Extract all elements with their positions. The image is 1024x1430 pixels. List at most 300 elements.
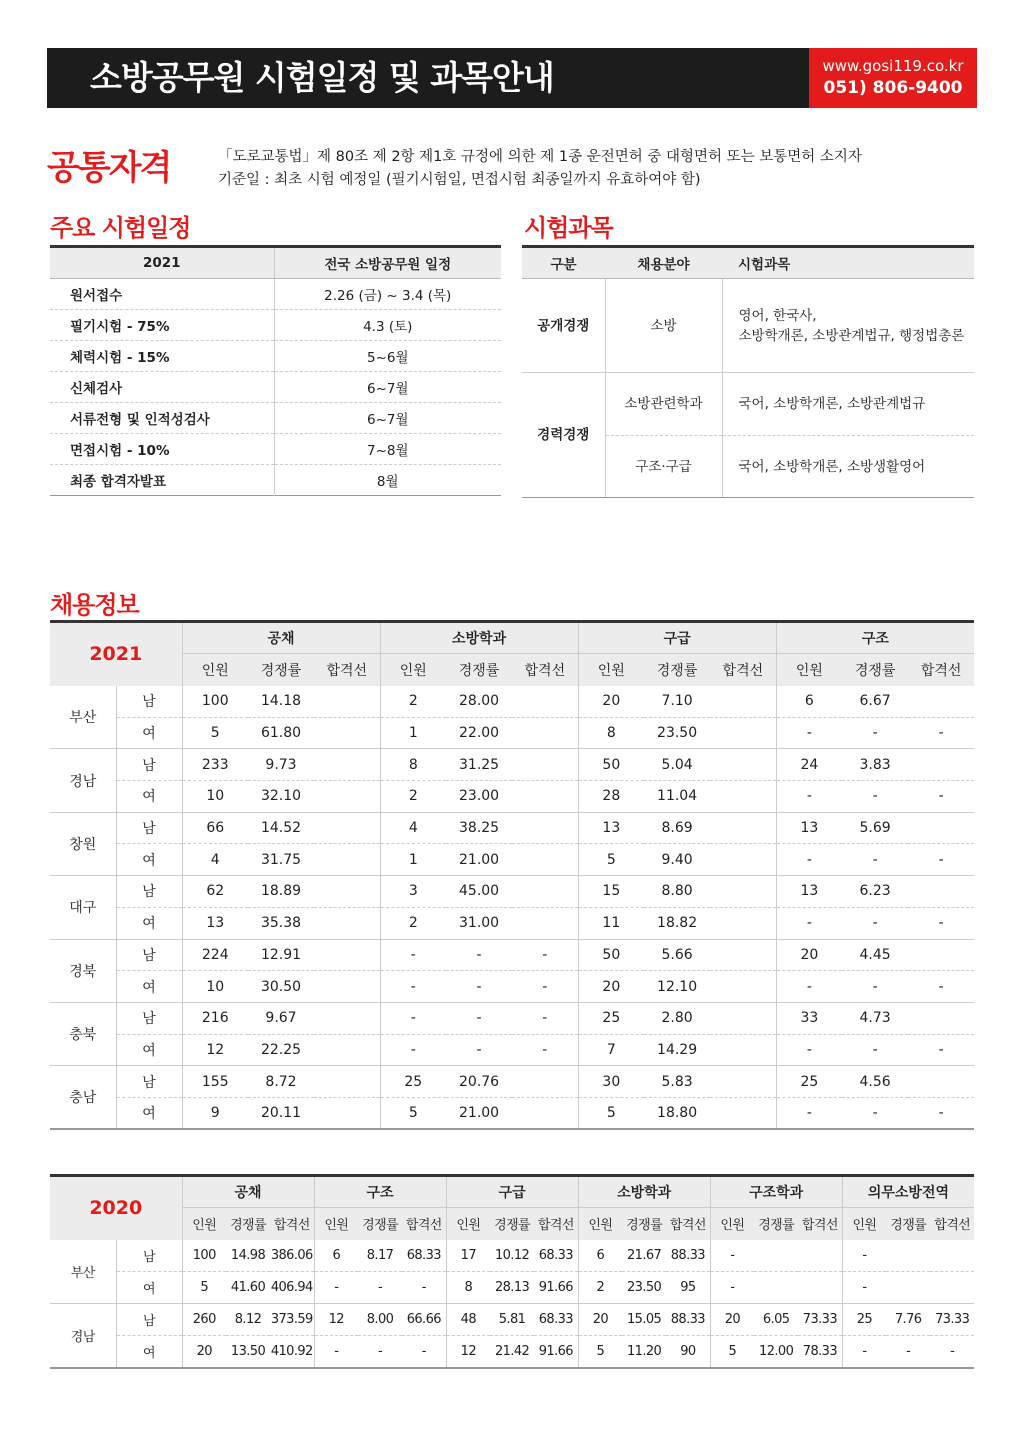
region-name: 경남 bbox=[50, 749, 116, 812]
table-row bbox=[50, 1272, 974, 1304]
group-header: 공채 bbox=[182, 1176, 314, 1208]
data-cell bbox=[710, 971, 776, 1003]
data-cell bbox=[754, 1240, 798, 1272]
data-cell: 2 bbox=[380, 686, 446, 718]
sub-header: 인원 bbox=[446, 1208, 490, 1240]
schedule-value: 7~8월 bbox=[274, 434, 501, 465]
data-cell: 15.05 bbox=[622, 1304, 666, 1336]
table-row bbox=[50, 1097, 974, 1129]
sub-header: 경쟁률 bbox=[886, 1208, 930, 1240]
data-cell: - bbox=[314, 1272, 358, 1304]
year-label: 2021 bbox=[50, 622, 182, 686]
data-cell bbox=[908, 812, 974, 844]
schedule-row bbox=[50, 372, 501, 403]
data-cell: 22.25 bbox=[248, 1034, 314, 1066]
table-row bbox=[50, 1336, 974, 1368]
data-cell: - bbox=[358, 1336, 402, 1368]
common-line-1: 「도로교통법」제 80조 제 2항 제1호 규정에 의한 제 1종 운전면허 중 대형면허 또는 보통면허 소지자 bbox=[218, 149, 862, 165]
data-cell: 61.80 bbox=[248, 717, 314, 749]
schedule-value: 2.26 (금) ~ 3.4 (목) bbox=[274, 279, 501, 310]
data-cell: - bbox=[776, 844, 842, 876]
data-cell bbox=[930, 1272, 974, 1304]
common-line-2: 기준일 : 최초 시험 예정일 (필기시험일, 면접시험 최종일까지 유효하여야 함) bbox=[218, 172, 701, 188]
gender-label: 남 bbox=[116, 686, 182, 718]
gender-label: 여 bbox=[116, 717, 182, 749]
data-cell: 32.10 bbox=[248, 781, 314, 813]
data-cell: 11.04 bbox=[644, 781, 710, 813]
data-cell: - bbox=[908, 971, 974, 1003]
group-header: 의무소방전역 bbox=[842, 1176, 974, 1208]
data-cell: 24 bbox=[776, 749, 842, 781]
data-cell: - bbox=[776, 1097, 842, 1129]
table-row bbox=[50, 1240, 974, 1272]
data-cell: 4 bbox=[380, 812, 446, 844]
data-cell: 48 bbox=[446, 1304, 490, 1336]
data-cell bbox=[314, 812, 380, 844]
data-cell: 73.33 bbox=[930, 1304, 974, 1336]
data-cell: - bbox=[842, 1034, 908, 1066]
data-cell: 28.13 bbox=[490, 1272, 534, 1304]
schedule-row bbox=[50, 465, 501, 496]
sub-header: 경쟁률 bbox=[622, 1208, 666, 1240]
sub-header: 경쟁률 bbox=[754, 1208, 798, 1240]
data-cell bbox=[710, 749, 776, 781]
data-cell: - bbox=[842, 971, 908, 1003]
data-cell: 7.10 bbox=[644, 686, 710, 718]
data-cell: - bbox=[908, 717, 974, 749]
table-row bbox=[50, 717, 974, 749]
data-cell: 95 bbox=[666, 1272, 710, 1304]
subjects-header-category: 구분 bbox=[522, 247, 605, 279]
sub-header: 합격선 bbox=[314, 654, 380, 686]
data-cell bbox=[314, 939, 380, 971]
data-cell: 25 bbox=[380, 1066, 446, 1098]
data-cell: - bbox=[842, 1272, 886, 1304]
data-cell: 4.45 bbox=[842, 939, 908, 971]
data-cell: 10 bbox=[182, 781, 248, 813]
data-cell bbox=[512, 749, 578, 781]
data-cell: 2.80 bbox=[644, 1002, 710, 1034]
group-header: 구조 bbox=[314, 1176, 446, 1208]
subjects-header-field: 채용분야 bbox=[605, 247, 722, 279]
data-cell: 8.12 bbox=[226, 1304, 270, 1336]
open-category: 공개경쟁 bbox=[522, 279, 605, 373]
data-cell bbox=[512, 812, 578, 844]
recruit-2020-table bbox=[50, 1174, 974, 1369]
data-cell: 14.18 bbox=[248, 686, 314, 718]
phone-number: 051) 806-9400 bbox=[823, 78, 963, 98]
data-cell: 6 bbox=[776, 686, 842, 718]
recruit-title: 채용정보 bbox=[50, 591, 139, 619]
data-cell: 41.60 bbox=[226, 1272, 270, 1304]
common-qualification-text bbox=[218, 146, 862, 192]
data-cell: - bbox=[842, 844, 908, 876]
data-cell: 25 bbox=[842, 1304, 886, 1336]
data-cell: 20 bbox=[710, 1304, 754, 1336]
sub-header: 인원 bbox=[710, 1208, 754, 1240]
schedule-row bbox=[50, 434, 501, 465]
sub-header: 인원 bbox=[578, 1208, 622, 1240]
data-cell: 20 bbox=[776, 939, 842, 971]
data-cell: 73.33 bbox=[798, 1304, 842, 1336]
header-banner bbox=[47, 48, 977, 108]
page-title: 소방공무원 시험일정 및 과목안내 bbox=[90, 58, 554, 97]
data-cell bbox=[314, 844, 380, 876]
group-header: 구급 bbox=[446, 1176, 578, 1208]
group-header: 소방학과 bbox=[380, 622, 578, 654]
open-subjects-line-2: 소방학개론, 소방관계법규, 행정법총론 bbox=[738, 327, 965, 344]
data-cell: 20 bbox=[578, 686, 644, 718]
sub-header: 경쟁률 bbox=[490, 1208, 534, 1240]
subjects-table bbox=[522, 245, 974, 498]
gender-label: 남 bbox=[116, 876, 182, 908]
data-cell: 12.91 bbox=[248, 939, 314, 971]
group-header: 소방학과 bbox=[578, 1176, 710, 1208]
data-cell bbox=[886, 1272, 930, 1304]
data-cell: 68.33 bbox=[402, 1240, 446, 1272]
data-cell: - bbox=[380, 939, 446, 971]
data-cell bbox=[754, 1272, 798, 1304]
data-cell: 216 bbox=[182, 1002, 248, 1034]
data-cell: 66.66 bbox=[402, 1304, 446, 1336]
data-cell: - bbox=[358, 1272, 402, 1304]
data-cell: 8.72 bbox=[248, 1066, 314, 1098]
data-cell: 6 bbox=[314, 1240, 358, 1272]
data-cell: - bbox=[314, 1336, 358, 1368]
sub-header: 경쟁률 bbox=[644, 654, 710, 686]
data-cell: 20 bbox=[578, 1304, 622, 1336]
data-cell: 14.52 bbox=[248, 812, 314, 844]
sub-header: 합격선 bbox=[402, 1208, 446, 1240]
data-cell: 15 bbox=[578, 876, 644, 908]
table-row bbox=[50, 686, 974, 718]
data-cell bbox=[710, 1034, 776, 1066]
gender-label: 남 bbox=[116, 939, 182, 971]
data-cell: 13 bbox=[776, 812, 842, 844]
data-cell: - bbox=[380, 1034, 446, 1066]
sub-header: 인원 bbox=[314, 1208, 358, 1240]
data-cell: 5 bbox=[710, 1336, 754, 1368]
data-cell: - bbox=[776, 1034, 842, 1066]
data-cell: 9.40 bbox=[644, 844, 710, 876]
data-cell bbox=[314, 781, 380, 813]
data-cell: 91.66 bbox=[534, 1336, 578, 1368]
data-cell: 10.12 bbox=[490, 1240, 534, 1272]
data-cell: 13 bbox=[776, 876, 842, 908]
sub-header: 합격선 bbox=[270, 1208, 314, 1240]
data-cell: 8.00 bbox=[358, 1304, 402, 1336]
data-cell: 35.38 bbox=[248, 907, 314, 939]
website-url[interactable]: www.gosi119.co.kr bbox=[822, 57, 964, 75]
data-cell: 6.67 bbox=[842, 686, 908, 718]
schedule-value: 4.3 (토) bbox=[274, 310, 501, 341]
data-cell: 9 bbox=[182, 1097, 248, 1129]
schedule-label: 서류전형 및 인적성검사 bbox=[50, 403, 274, 434]
data-cell: 33 bbox=[776, 1002, 842, 1034]
gender-label: 여 bbox=[116, 844, 182, 876]
data-cell: 23.50 bbox=[622, 1272, 666, 1304]
data-cell bbox=[314, 717, 380, 749]
data-cell: 91.66 bbox=[534, 1272, 578, 1304]
data-cell: - bbox=[908, 781, 974, 813]
data-cell bbox=[710, 781, 776, 813]
data-cell: 5.83 bbox=[644, 1066, 710, 1098]
gender-label: 여 bbox=[116, 781, 182, 813]
schedule-label: 면접시험 - 10% bbox=[50, 434, 274, 465]
schedule-label: 원서접수 bbox=[50, 279, 274, 310]
gender-label: 남 bbox=[116, 1002, 182, 1034]
region-name: 경남 bbox=[50, 1304, 116, 1368]
data-cell bbox=[314, 749, 380, 781]
sub-header: 합격선 bbox=[930, 1208, 974, 1240]
data-cell: 8 bbox=[578, 717, 644, 749]
data-cell: 5.69 bbox=[842, 812, 908, 844]
data-cell: 9.73 bbox=[248, 749, 314, 781]
data-cell bbox=[710, 686, 776, 718]
data-cell: - bbox=[776, 717, 842, 749]
sub-header: 합격선 bbox=[512, 654, 578, 686]
gender-label: 여 bbox=[116, 1336, 182, 1368]
schedule-row bbox=[50, 279, 501, 310]
table-row bbox=[50, 939, 974, 971]
data-cell: 68.33 bbox=[534, 1240, 578, 1272]
data-cell: 14.29 bbox=[644, 1034, 710, 1066]
data-cell: 386.06 bbox=[270, 1240, 314, 1272]
data-cell: 28.00 bbox=[446, 686, 512, 718]
data-cell: 20.76 bbox=[446, 1066, 512, 1098]
region-name: 충북 bbox=[50, 1002, 116, 1065]
data-cell bbox=[314, 876, 380, 908]
schedule-value: 6~7월 bbox=[274, 403, 501, 434]
data-cell: 68.33 bbox=[534, 1304, 578, 1336]
gender-label: 여 bbox=[116, 1034, 182, 1066]
career-subjects: 국어, 소방학개론, 소방생활영어 bbox=[722, 436, 974, 498]
data-cell: 88.33 bbox=[666, 1304, 710, 1336]
data-cell: - bbox=[842, 1097, 908, 1129]
career-field: 소방관련학과 bbox=[605, 373, 722, 436]
data-cell: - bbox=[380, 1002, 446, 1034]
data-cell: - bbox=[512, 1034, 578, 1066]
sub-header: 합격선 bbox=[908, 654, 974, 686]
schedule-header-year: 2021 bbox=[50, 247, 274, 279]
sub-header: 경쟁률 bbox=[226, 1208, 270, 1240]
data-cell bbox=[710, 876, 776, 908]
data-cell: 13 bbox=[578, 812, 644, 844]
data-cell bbox=[710, 1066, 776, 1098]
data-cell: - bbox=[776, 907, 842, 939]
data-cell bbox=[314, 907, 380, 939]
career-category: 경력경쟁 bbox=[522, 373, 605, 498]
data-cell: 30.50 bbox=[248, 971, 314, 1003]
table-row bbox=[50, 1002, 974, 1034]
sub-header: 합격선 bbox=[666, 1208, 710, 1240]
data-cell: 1 bbox=[380, 844, 446, 876]
sub-header: 인원 bbox=[182, 654, 248, 686]
sub-header: 경쟁률 bbox=[248, 654, 314, 686]
data-cell: 17 bbox=[446, 1240, 490, 1272]
data-cell: 13.50 bbox=[226, 1336, 270, 1368]
recruit-2021-table bbox=[50, 620, 974, 1130]
data-cell: 45.00 bbox=[446, 876, 512, 908]
data-cell: 21.00 bbox=[446, 1097, 512, 1129]
region-name: 충남 bbox=[50, 1066, 116, 1129]
data-cell: 4 bbox=[182, 844, 248, 876]
contact-box bbox=[809, 48, 977, 108]
data-cell: 88.33 bbox=[666, 1240, 710, 1272]
table-row bbox=[50, 844, 974, 876]
data-cell: 4.73 bbox=[842, 1002, 908, 1034]
data-cell bbox=[710, 717, 776, 749]
schedule-row bbox=[50, 341, 501, 372]
data-cell bbox=[930, 1240, 974, 1272]
table-row bbox=[50, 1066, 974, 1098]
data-cell: 20 bbox=[182, 1336, 226, 1368]
data-cell: 5.81 bbox=[490, 1304, 534, 1336]
data-cell: 6 bbox=[578, 1240, 622, 1272]
data-cell bbox=[710, 907, 776, 939]
data-cell: 31.00 bbox=[446, 907, 512, 939]
data-cell: 8 bbox=[380, 749, 446, 781]
data-cell: 78.33 bbox=[798, 1336, 842, 1368]
data-cell: 31.25 bbox=[446, 749, 512, 781]
table-row bbox=[50, 971, 974, 1003]
data-cell bbox=[512, 686, 578, 718]
sub-header: 인원 bbox=[578, 654, 644, 686]
data-cell: 6.23 bbox=[842, 876, 908, 908]
data-cell: 18.89 bbox=[248, 876, 314, 908]
data-cell: - bbox=[842, 1240, 886, 1272]
data-cell: - bbox=[908, 907, 974, 939]
data-cell bbox=[314, 686, 380, 718]
data-cell: - bbox=[402, 1272, 446, 1304]
data-cell bbox=[798, 1240, 842, 1272]
data-cell: 2 bbox=[578, 1272, 622, 1304]
data-cell: 6.05 bbox=[754, 1304, 798, 1336]
sub-header: 인원 bbox=[842, 1208, 886, 1240]
data-cell: 5 bbox=[380, 1097, 446, 1129]
data-cell: - bbox=[446, 939, 512, 971]
schedule-value: 8월 bbox=[274, 465, 501, 496]
data-cell: - bbox=[886, 1336, 930, 1368]
gender-label: 여 bbox=[116, 1272, 182, 1304]
region-name: 부산 bbox=[50, 1240, 116, 1304]
data-cell: 7 bbox=[578, 1034, 644, 1066]
data-cell: 233 bbox=[182, 749, 248, 781]
data-cell bbox=[798, 1272, 842, 1304]
data-cell: 22.00 bbox=[446, 717, 512, 749]
data-cell: 410.92 bbox=[270, 1336, 314, 1368]
schedule-label: 신체검사 bbox=[50, 372, 274, 403]
data-cell: 21.00 bbox=[446, 844, 512, 876]
data-cell: 11 bbox=[578, 907, 644, 939]
data-cell: - bbox=[512, 971, 578, 1003]
gender-label: 여 bbox=[116, 907, 182, 939]
data-cell: 100 bbox=[182, 1240, 226, 1272]
data-cell bbox=[314, 1097, 380, 1129]
data-cell bbox=[908, 686, 974, 718]
data-cell: 155 bbox=[182, 1066, 248, 1098]
table-row bbox=[50, 781, 974, 813]
data-cell: 224 bbox=[182, 939, 248, 971]
data-cell bbox=[710, 1097, 776, 1129]
year-label: 2020 bbox=[50, 1176, 182, 1240]
data-cell: 13 bbox=[182, 907, 248, 939]
data-cell: 10 bbox=[182, 971, 248, 1003]
schedule-label: 체력시험 - 15% bbox=[50, 341, 274, 372]
data-cell: 18.82 bbox=[644, 907, 710, 939]
data-cell: 7.76 bbox=[886, 1304, 930, 1336]
data-cell: 5 bbox=[578, 1336, 622, 1368]
data-cell: 8.17 bbox=[358, 1240, 402, 1272]
region-name: 창원 bbox=[50, 812, 116, 875]
data-cell: 50 bbox=[578, 749, 644, 781]
open-subjects bbox=[722, 279, 974, 373]
data-cell: 8.69 bbox=[644, 812, 710, 844]
sub-header: 합격선 bbox=[710, 654, 776, 686]
data-cell: 66 bbox=[182, 812, 248, 844]
table-row bbox=[50, 1034, 974, 1066]
schedule-header-national: 전국 소방공무원 일정 bbox=[274, 247, 501, 279]
data-cell: 3.83 bbox=[842, 749, 908, 781]
data-cell: 20.11 bbox=[248, 1097, 314, 1129]
schedule-row bbox=[50, 403, 501, 434]
data-cell bbox=[314, 971, 380, 1003]
data-cell bbox=[512, 781, 578, 813]
data-cell: 12.00 bbox=[754, 1336, 798, 1368]
data-cell: 12 bbox=[446, 1336, 490, 1368]
data-cell bbox=[710, 1002, 776, 1034]
data-cell: - bbox=[446, 1034, 512, 1066]
open-subjects-line-1: 영어, 한국사, bbox=[738, 307, 817, 324]
data-cell: 18.80 bbox=[644, 1097, 710, 1129]
data-cell: 8 bbox=[446, 1272, 490, 1304]
schedule-value: 5~6월 bbox=[274, 341, 501, 372]
data-cell: 5 bbox=[182, 717, 248, 749]
data-cell: 30 bbox=[578, 1066, 644, 1098]
data-cell: - bbox=[512, 1002, 578, 1034]
data-cell bbox=[908, 1002, 974, 1034]
data-cell: - bbox=[842, 1336, 886, 1368]
data-cell bbox=[512, 1097, 578, 1129]
sub-header: 인원 bbox=[776, 654, 842, 686]
data-cell: - bbox=[380, 971, 446, 1003]
career-subjects: 국어, 소방학개론, 소방관계법규 bbox=[722, 373, 974, 436]
sub-header: 인원 bbox=[182, 1208, 226, 1240]
group-header: 구조 bbox=[776, 622, 974, 654]
data-cell: - bbox=[842, 781, 908, 813]
data-cell: 2 bbox=[380, 781, 446, 813]
data-cell bbox=[314, 1066, 380, 1098]
data-cell: 5.66 bbox=[644, 939, 710, 971]
data-cell: - bbox=[710, 1240, 754, 1272]
data-cell: 23.50 bbox=[644, 717, 710, 749]
gender-label: 남 bbox=[116, 749, 182, 781]
data-cell bbox=[710, 844, 776, 876]
data-cell: 14.98 bbox=[226, 1240, 270, 1272]
data-cell: 373.59 bbox=[270, 1304, 314, 1336]
data-cell: 12 bbox=[182, 1034, 248, 1066]
region-name: 부산 bbox=[50, 686, 116, 749]
data-cell: 25 bbox=[776, 1066, 842, 1098]
gender-label: 남 bbox=[116, 1240, 182, 1272]
gender-label: 남 bbox=[116, 1066, 182, 1098]
data-cell: 5 bbox=[578, 1097, 644, 1129]
data-cell: 20 bbox=[578, 971, 644, 1003]
schedule-row bbox=[50, 310, 501, 341]
schedule-label: 필기시험 - 75% bbox=[50, 310, 274, 341]
data-cell: - bbox=[402, 1336, 446, 1368]
sub-header: 합격선 bbox=[798, 1208, 842, 1240]
